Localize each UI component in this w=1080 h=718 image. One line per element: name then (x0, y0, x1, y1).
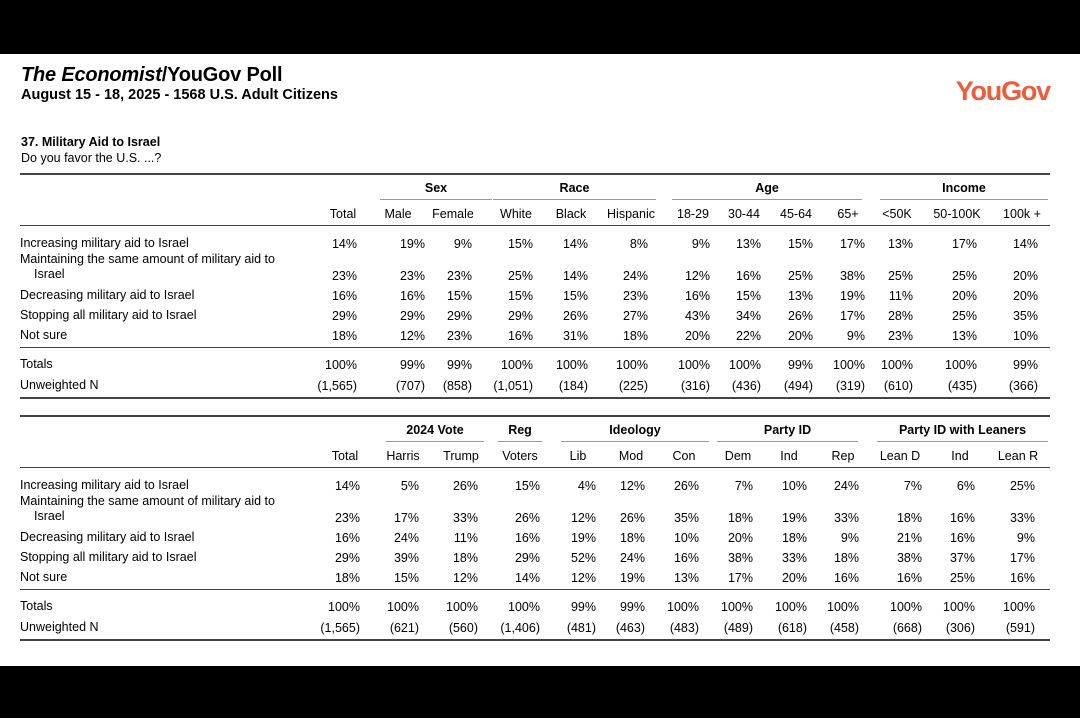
table-cell: 12% (684, 269, 710, 283)
column-header: Total (329, 207, 357, 221)
table-bottom-rule (20, 639, 1050, 641)
table-cell: 19% (839, 289, 865, 303)
column-header: 65+ (837, 207, 859, 221)
row-label (20, 378, 310, 393)
table-cell: 38% (727, 551, 753, 565)
table-cell: 17% (727, 571, 753, 585)
table-cell: 21% (896, 531, 922, 545)
table-cell: 16% (949, 511, 975, 525)
row-label (20, 357, 310, 372)
table-cell: 24% (833, 479, 859, 493)
column-header: Lean D (879, 449, 921, 463)
table-cell: 26% (452, 479, 478, 493)
table-cell: 19% (781, 511, 807, 525)
table-cell: 38% (896, 551, 922, 565)
table-cell: 14% (562, 269, 588, 283)
table-cell: (366) (1008, 379, 1038, 393)
header-rule (20, 467, 1050, 468)
totals-rule (20, 347, 1050, 348)
column-header: 45-64 (780, 207, 812, 221)
table-cell: 18% (833, 551, 859, 565)
table-cell: (1,051) (493, 379, 533, 393)
poll-subtitle: August 15 - 18, 2025 - 1568 U.S. Adult Citizens (21, 87, 338, 103)
row-label-line: Not sure (20, 328, 68, 342)
table-cell: 31% (562, 329, 588, 343)
group-header: Party ID (717, 423, 858, 442)
table-cell: 99% (446, 358, 472, 372)
table-cell: (858) (442, 379, 472, 393)
table-cell: 33% (833, 511, 859, 525)
table-cell: 15% (507, 237, 533, 251)
table-cell: (483) (669, 621, 699, 635)
column-header: 30-44 (728, 207, 760, 221)
table-cell: 16% (735, 269, 761, 283)
table-cell: (306) (945, 621, 975, 635)
column-header: Con (672, 449, 696, 463)
table-cell: 11% (453, 531, 478, 545)
row-label (20, 288, 310, 303)
table-cell: 100% (556, 358, 588, 372)
table-cell: 99% (1012, 358, 1038, 372)
table-cell: 13% (951, 329, 977, 343)
table-cell: 7% (903, 479, 922, 493)
row-label-line: Unweighted N (20, 378, 99, 392)
column-header: 100k + (1003, 207, 1041, 221)
table-cell: 15% (562, 289, 588, 303)
table-cell: 14% (562, 237, 588, 251)
group-header: Sex (380, 181, 492, 200)
table-cell: 17% (839, 309, 865, 323)
table-cell: (225) (618, 379, 648, 393)
table-cell: (621) (389, 621, 419, 635)
table-cell: 16% (507, 329, 533, 343)
poll-page (0, 54, 1080, 666)
totals-rule (20, 589, 1050, 590)
table-cell: 16% (896, 571, 922, 585)
table-cell: 16% (331, 289, 357, 303)
column-header: Voters (502, 449, 538, 463)
table-cell: 10% (1012, 329, 1038, 343)
table-cell: 25% (507, 269, 533, 283)
table-cell: 23% (446, 269, 472, 283)
column-header: Hispanic (607, 207, 655, 221)
table-cell: 12% (570, 571, 596, 585)
column-header: Black (555, 207, 587, 221)
table-cell: (668) (892, 621, 922, 635)
table-cell: 15% (393, 571, 419, 585)
row-label (20, 478, 310, 493)
column-header: Lean R (997, 449, 1039, 463)
row-label (20, 494, 310, 524)
table-top-rule (20, 173, 1050, 175)
yougov-logo: YouGov (955, 76, 1050, 106)
table-cell: 52% (570, 551, 596, 565)
table-cell: (463) (615, 621, 645, 635)
table-cell: 25% (887, 269, 913, 283)
table-cell: 18% (452, 551, 478, 565)
table-cell: 22% (735, 329, 761, 343)
table-cell: 99% (399, 358, 425, 372)
table-cell: 23% (399, 269, 425, 283)
table-cell: 23% (887, 329, 913, 343)
table-cell: 19% (619, 571, 645, 585)
table-cell: (1,565) (317, 379, 357, 393)
row-label (20, 620, 310, 635)
table-cell: 14% (331, 237, 357, 251)
column-header: 18-29 (677, 207, 709, 221)
table-cell: 26% (787, 309, 813, 323)
row-label (20, 308, 310, 323)
table-cell: 20% (727, 531, 753, 545)
table-bottom-rule (20, 397, 1050, 399)
table-cell: 18% (619, 531, 645, 545)
table-cell: 18% (622, 329, 648, 343)
row-label-line: Totals (20, 599, 53, 613)
header-rule (20, 225, 1050, 226)
group-header: 2024 Vote (386, 423, 484, 442)
table-cell: 100% (729, 358, 761, 372)
row-label-line: Unweighted N (20, 620, 99, 634)
title-poll: /YouGov Poll (161, 64, 283, 86)
table-cell: 16% (1009, 571, 1035, 585)
table-cell: 27% (622, 309, 648, 323)
table-cell: 23% (622, 289, 648, 303)
table-cell: 16% (334, 531, 360, 545)
table-cell: 15% (735, 289, 761, 303)
row-label (20, 328, 310, 343)
table-cell: 35% (1012, 309, 1038, 323)
table-cell: 15% (507, 289, 533, 303)
table-cell: 20% (787, 329, 813, 343)
table-cell: 99% (787, 358, 813, 372)
title-publication: The Economist (21, 64, 162, 86)
table-cell: 13% (887, 237, 913, 251)
table-cell: (481) (566, 621, 596, 635)
table-cell: 8% (629, 237, 648, 251)
row-label-line: Maintaining the same amount of military aid to (20, 252, 275, 266)
poll-title (21, 64, 282, 87)
table-cell: 29% (507, 309, 533, 323)
table-cell: 39% (393, 551, 419, 565)
row-label (20, 570, 310, 585)
table-cell: 29% (514, 551, 540, 565)
table-cell: (435) (947, 379, 977, 393)
row-label-line: Increasing military aid to Israel (20, 236, 189, 250)
table-cell: 16% (514, 531, 540, 545)
table-cell: (458) (829, 621, 859, 635)
table-cell: 38% (839, 269, 865, 283)
table-cell: 100% (721, 600, 753, 614)
table-cell: 26% (562, 309, 588, 323)
table-cell: (1,406) (500, 621, 540, 635)
table-cell: 29% (331, 309, 357, 323)
table-cell: 28% (887, 309, 913, 323)
table-cell: 5% (400, 479, 419, 493)
table-cell: 100% (945, 358, 977, 372)
crosstab-table-1 (20, 173, 1050, 401)
table-cell: 16% (673, 551, 699, 565)
table-cell: 100% (501, 358, 533, 372)
table-cell: 25% (951, 269, 977, 283)
table-cell: 18% (781, 531, 807, 545)
table-cell: 99% (570, 600, 596, 614)
table-cell: 23% (446, 329, 472, 343)
table-cell: 25% (949, 571, 975, 585)
table-cell: 33% (1009, 511, 1035, 525)
table-cell: 34% (735, 309, 761, 323)
table-cell: 33% (781, 551, 807, 565)
row-label (20, 530, 310, 545)
table-cell: (1,565) (320, 621, 360, 635)
table-cell: 15% (446, 289, 472, 303)
table-cell: (436) (731, 379, 761, 393)
row-label-line: Stopping all military aid to Israel (20, 550, 197, 564)
table-cell: 23% (334, 511, 360, 525)
table-cell: 25% (951, 309, 977, 323)
column-header: 50-100K (933, 207, 981, 221)
table-cell: 26% (619, 511, 645, 525)
table-cell: (560) (448, 621, 478, 635)
row-label (20, 252, 310, 282)
table-cell: 24% (393, 531, 419, 545)
table-cell: 17% (951, 237, 977, 251)
question-number: 37. Military Aid to Israel (21, 135, 161, 149)
table-cell: 24% (622, 269, 648, 283)
table-cell: 4% (577, 479, 596, 493)
row-label-line: Totals (20, 357, 53, 371)
group-header: Race (493, 181, 656, 200)
column-header: Ind (780, 449, 798, 463)
table-cell: 12% (619, 479, 645, 493)
table-cell: 9% (840, 531, 859, 545)
column-header: Female (432, 207, 474, 221)
table-cell: 100% (943, 600, 975, 614)
group-header: Reg (498, 423, 542, 442)
table-cell: 100% (508, 600, 540, 614)
table-cell: 12% (452, 571, 478, 585)
column-header: <50K (882, 207, 912, 221)
row-label-line: Decreasing military aid to Israel (20, 288, 195, 302)
column-header: Trump (443, 449, 479, 463)
row-label (20, 236, 310, 251)
row-label-line: Israel (34, 509, 65, 523)
table-cell: 29% (334, 551, 360, 565)
row-label (20, 550, 310, 565)
row-label-line: Increasing military aid to Israel (20, 478, 189, 492)
table-cell: 12% (570, 511, 596, 525)
table-cell: 16% (684, 289, 710, 303)
table-cell: 37% (949, 551, 975, 565)
group-header: Income (880, 181, 1048, 200)
column-header: Lib (569, 449, 587, 463)
table-cell: 24% (619, 551, 645, 565)
table-cell: 100% (616, 358, 648, 372)
table-cell: 100% (833, 358, 865, 372)
column-header: Dem (724, 449, 752, 463)
table-cell: 19% (399, 237, 425, 251)
table-cell: (618) (777, 621, 807, 635)
table-cell: 20% (1012, 269, 1038, 283)
table-cell: 9% (691, 237, 710, 251)
table-cell: 18% (896, 511, 922, 525)
table-cell: 20% (1012, 289, 1038, 303)
table-cell: (316) (680, 379, 710, 393)
table-cell: 16% (949, 531, 975, 545)
table-cell: 99% (619, 600, 645, 614)
table-cell: 16% (833, 571, 859, 585)
table-cell: 35% (673, 511, 699, 525)
table-cell: 100% (881, 358, 913, 372)
table-cell: 100% (446, 600, 478, 614)
table-cell: 100% (827, 600, 859, 614)
table-cell: 17% (393, 511, 419, 525)
row-label-line: Not sure (20, 570, 68, 584)
group-header: Ideology (561, 423, 709, 442)
table-cell: 100% (667, 600, 699, 614)
table-cell: 6% (956, 479, 975, 493)
table-cell: 18% (331, 329, 357, 343)
table-cell: 9% (846, 329, 865, 343)
table-cell: (494) (783, 379, 813, 393)
table-cell: 20% (781, 571, 807, 585)
table-cell: (489) (723, 621, 753, 635)
column-header: Male (384, 207, 412, 221)
group-header: Age (672, 181, 862, 200)
table-cell: 9% (1016, 531, 1035, 545)
table-cell: 26% (673, 479, 699, 493)
table-cell: 11% (888, 289, 913, 303)
table-cell: 100% (775, 600, 807, 614)
table-cell: 43% (684, 309, 710, 323)
row-label-line: Maintaining the same amount of military aid to (20, 494, 275, 508)
table-cell: 13% (673, 571, 699, 585)
table-cell: 10% (673, 531, 699, 545)
table-cell: 13% (787, 289, 813, 303)
table-cell: (610) (883, 379, 913, 393)
table-cell: 25% (787, 269, 813, 283)
table-cell: 17% (839, 237, 865, 251)
table-cell: (591) (1005, 621, 1035, 635)
table-cell: 18% (334, 571, 360, 585)
table-cell: (184) (558, 379, 588, 393)
table-cell: 12% (399, 329, 425, 343)
table-cell: 100% (325, 358, 357, 372)
table-cell: 18% (727, 511, 753, 525)
table-cell: 25% (1009, 479, 1035, 493)
column-header: Rep (831, 449, 855, 463)
column-header: Ind (951, 449, 969, 463)
table-cell: 100% (1003, 600, 1035, 614)
column-header: Total (331, 449, 359, 463)
group-header: Party ID with Leaners (877, 423, 1048, 442)
table-cell: 20% (951, 289, 977, 303)
crosstab-table-2 (20, 415, 1050, 643)
table-cell: 15% (514, 479, 540, 493)
row-label-line: Decreasing military aid to Israel (20, 530, 195, 544)
column-header: Harris (386, 449, 420, 463)
question-text: Do you favor the U.S. ...? (21, 151, 162, 165)
table-cell: 20% (684, 329, 710, 343)
table-cell: 19% (570, 531, 596, 545)
table-cell: 29% (399, 309, 425, 323)
table-cell: 100% (678, 358, 710, 372)
table-cell: 14% (514, 571, 540, 585)
table-cell: 10% (781, 479, 807, 493)
table-cell: (707) (395, 379, 425, 393)
table-cell: 100% (328, 600, 360, 614)
table-cell: 26% (514, 511, 540, 525)
table-cell: 100% (890, 600, 922, 614)
table-cell: (319) (835, 379, 865, 393)
table-cell: 7% (734, 479, 753, 493)
row-label-line: Israel (34, 267, 65, 281)
table-cell: 23% (331, 269, 357, 283)
table-cell: 14% (334, 479, 360, 493)
row-label-line: Stopping all military aid to Israel (20, 308, 197, 322)
table-cell: 29% (446, 309, 472, 323)
table-top-rule (20, 415, 1050, 417)
row-label (20, 599, 310, 614)
table-cell: 9% (453, 237, 472, 251)
table-cell: 14% (1012, 237, 1038, 251)
table-cell: 100% (387, 600, 419, 614)
table-cell: 17% (1009, 551, 1035, 565)
column-header: Mod (618, 449, 644, 463)
column-header: White (500, 207, 532, 221)
table-cell: 33% (452, 511, 478, 525)
table-cell: 13% (735, 237, 761, 251)
table-cell: 16% (399, 289, 425, 303)
table-cell: 15% (787, 237, 813, 251)
